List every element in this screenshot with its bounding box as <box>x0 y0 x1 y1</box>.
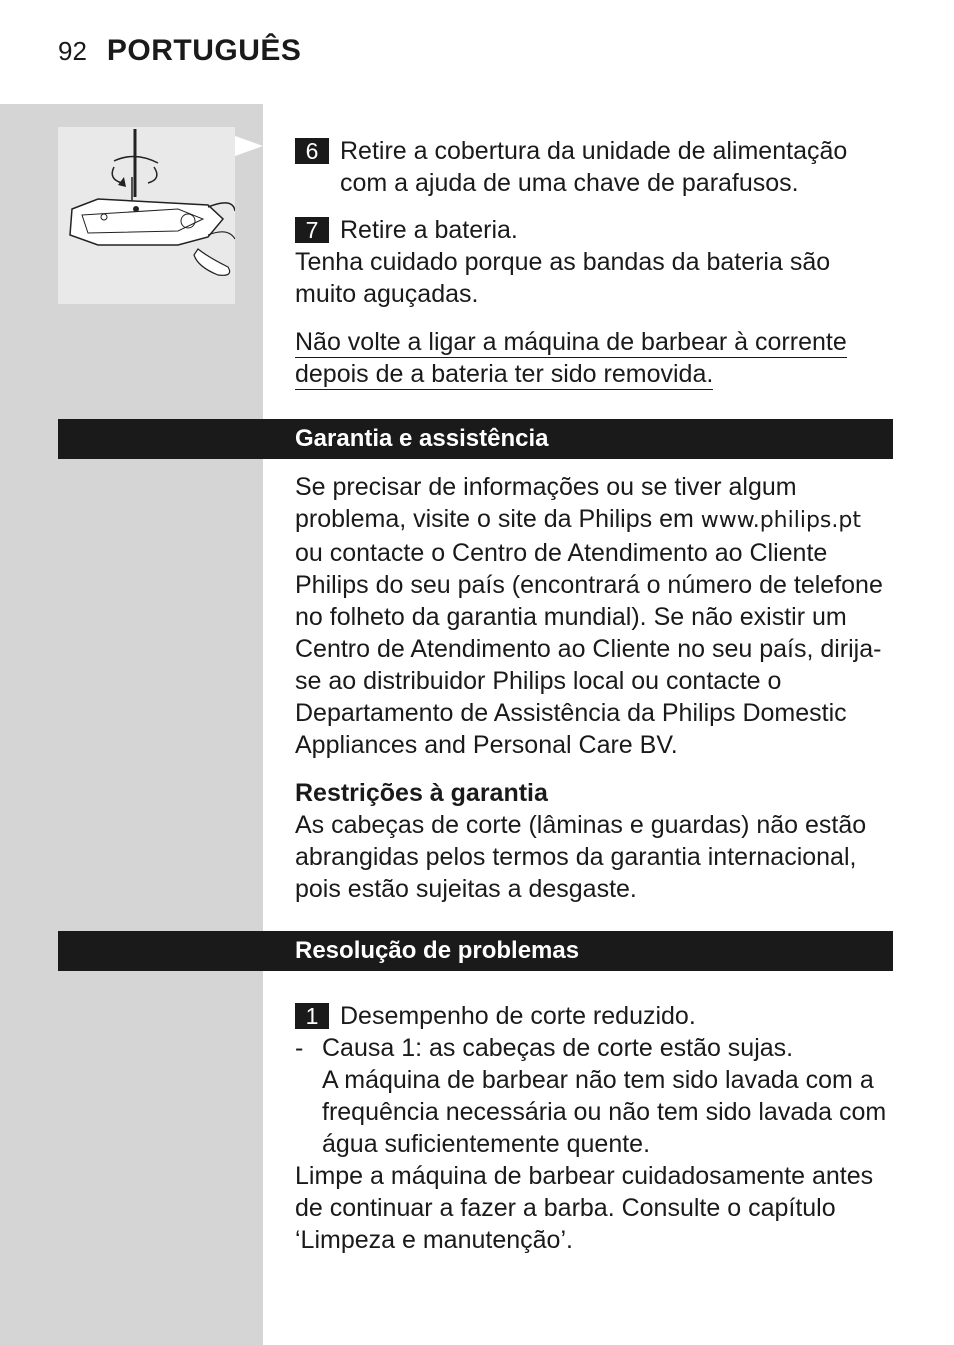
step-7-note: Tenha cuidado porque as bandas da bateria são muito aguçadas. <box>295 248 831 308</box>
solution-text: Limpe a máquina de barbear cuidadosamente antes de continuar a fazer a barba. Consulte o capítulo ‘Limpeza e manutenção’. <box>295 1162 874 1254</box>
cause-line: Causa 1: as cabeças de corte estão sujas. <box>322 1034 794 1062</box>
callout-pointer <box>235 136 263 156</box>
page-number: 92 <box>58 36 87 66</box>
step-number: 7 <box>295 217 329 243</box>
guarantee-section <box>295 471 895 905</box>
language-title: PORTUGUÊS <box>106 34 302 67</box>
problem-title: Desempenho de corte reduzido. <box>340 1002 696 1030</box>
bullet-dash: - <box>295 1034 304 1062</box>
shaver-illustration <box>58 127 235 304</box>
guarantee-paragraph <box>295 471 895 761</box>
guarantee-text-start: Se precisar de informações ou se tiver algum problema, visite o site da Philips em <box>295 473 797 533</box>
problem-1 <box>295 1000 895 1032</box>
philips-website-link[interactable]: www.philips.pt <box>700 508 861 533</box>
cause-detail: A máquina de barbear não tem sido lavada com a frequência necessária ou não tem sido lavada com água suficientemente quente. <box>322 1066 887 1158</box>
battery-steps <box>295 135 895 390</box>
warning-text <box>295 326 895 390</box>
section-title: Garantia e assistência <box>295 425 549 452</box>
warning-line-1: Não volte a ligar a máquina de barbear à corrente <box>295 328 847 356</box>
restrictions-heading: Restrições à garantia <box>295 779 548 807</box>
section-bar-guarantee <box>58 419 893 459</box>
step-text: Retire a cobertura da unidade de alimentação com a ajuda de uma chave de parafusos. <box>340 137 848 197</box>
page-header <box>58 34 301 74</box>
step-number: 1 <box>295 1003 329 1029</box>
step-6 <box>295 135 895 199</box>
step-7 <box>295 214 895 246</box>
section-bar-troubleshooting <box>58 931 893 971</box>
guarantee-text-end: ou contacte o Centro de Atendimento ao Cliente Philips do seu país (encontrará o número de telefone no folheto da garantia mundial). Se não existir um Centro de Atendimento ao Cliente no seu país, dirija-se ao distribuidor Philips local ou contacte o Departamento de Assistência da Philips Domestic Appliances and Personal Care BV. <box>295 539 883 759</box>
cause-item <box>295 1032 895 1160</box>
cause-text <box>322 1032 895 1160</box>
step-text: Retire a bateria. <box>340 216 518 244</box>
troubleshooting-section <box>295 1000 895 1256</box>
step-number: 6 <box>295 138 329 164</box>
warning-line-2: depois de a bateria ter sido removida. <box>295 360 714 388</box>
restrictions-text: As cabeças de corte (lâminas e guardas) não estão abrangidas pelos termos da garantia internacional, pois estão sujeitas a desgaste. <box>295 811 867 903</box>
screwdriver-shaver-icon <box>58 127 235 304</box>
section-title: Resolução de problemas <box>295 937 580 964</box>
